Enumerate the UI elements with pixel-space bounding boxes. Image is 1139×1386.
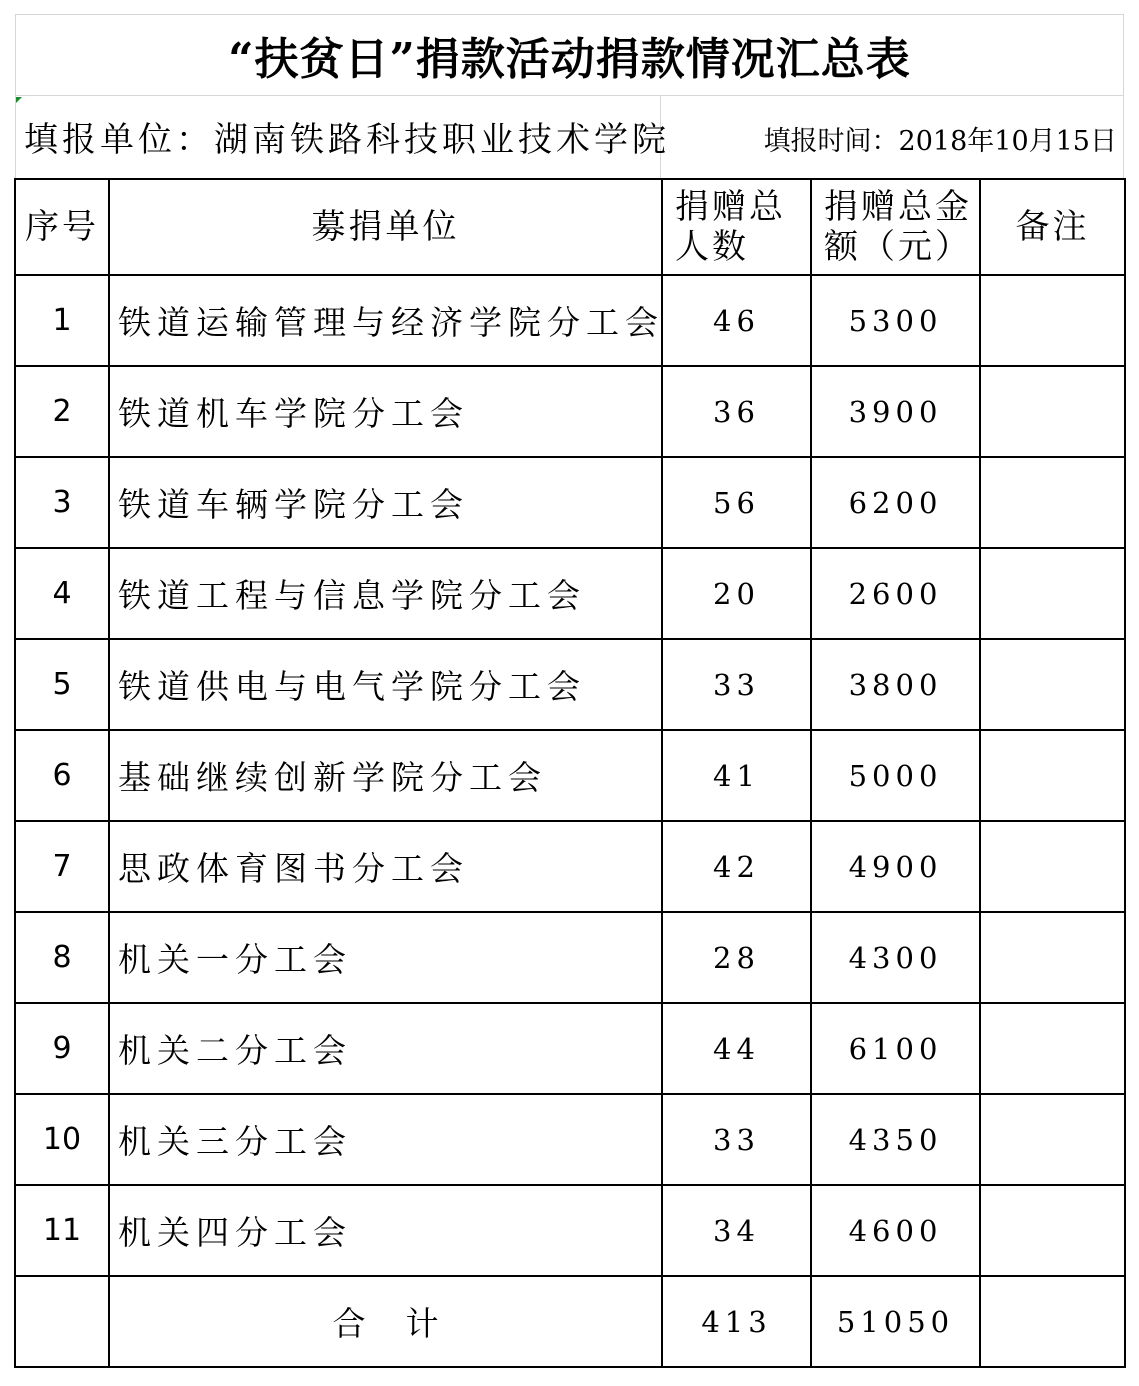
page-title: “扶贫日”捐款活动捐款情况汇总表 <box>228 34 911 85</box>
reporting-unit[interactable]: 填报单位：湖南铁路科技职业技术学院 <box>24 120 670 160</box>
reporting-time[interactable]: 填报时间：2018年10月15日 <box>763 126 1117 157</box>
row-unit[interactable]: 机关四分工会 <box>109 1185 662 1276</box>
total-people[interactable]: 413 <box>662 1276 811 1367</box>
cell-comment-marker <box>16 97 22 103</box>
table-row <box>15 366 1125 457</box>
row-people[interactable]: 20 <box>662 548 811 639</box>
row-note[interactable] <box>980 639 1125 730</box>
row-index[interactable]: 3 <box>15 457 109 548</box>
total-amount[interactable]: 51050 <box>811 1276 980 1367</box>
row-people[interactable]: 41 <box>662 730 811 821</box>
row-amount[interactable]: 5000 <box>811 730 980 821</box>
row-people[interactable]: 34 <box>662 1185 811 1276</box>
donation-summary-table <box>14 178 1126 1368</box>
row-note[interactable] <box>980 1003 1125 1094</box>
row-amount[interactable]: 3900 <box>811 366 980 457</box>
row-people[interactable]: 33 <box>662 639 811 730</box>
row-unit[interactable]: 铁道工程与信息学院分工会 <box>109 548 662 639</box>
row-amount[interactable]: 4350 <box>811 1094 980 1185</box>
row-amount[interactable]: 3800 <box>811 639 980 730</box>
row-unit[interactable]: 铁道机车学院分工会 <box>109 366 662 457</box>
row-index[interactable]: 4 <box>15 548 109 639</box>
row-index[interactable]: 8 <box>15 912 109 1003</box>
row-people[interactable]: 36 <box>662 366 811 457</box>
row-note[interactable] <box>980 821 1125 912</box>
row-people[interactable]: 44 <box>662 1003 811 1094</box>
table-row <box>15 457 1125 548</box>
row-index[interactable]: 9 <box>15 1003 109 1094</box>
row-index[interactable]: 2 <box>15 366 109 457</box>
row-index[interactable]: 7 <box>15 821 109 912</box>
row-index[interactable]: 6 <box>15 730 109 821</box>
total-label[interactable]: 合计 <box>109 1276 662 1367</box>
table-row <box>15 275 1125 366</box>
total-note-cell[interactable] <box>980 1276 1125 1367</box>
table-row <box>15 548 1125 639</box>
row-unit[interactable]: 基础继续创新学院分工会 <box>109 730 662 821</box>
row-index[interactable]: 10 <box>15 1094 109 1185</box>
row-amount[interactable]: 2600 <box>811 548 980 639</box>
table-row <box>15 821 1125 912</box>
header-index[interactable]: 序号 <box>15 179 109 275</box>
row-unit[interactable]: 机关二分工会 <box>109 1003 662 1094</box>
table-row <box>15 1185 1125 1276</box>
header-unit[interactable]: 募捐单位 <box>109 179 662 275</box>
row-note[interactable] <box>980 457 1125 548</box>
header-amount[interactable]: 捐赠总金额（元） <box>811 179 980 275</box>
row-note[interactable] <box>980 548 1125 639</box>
row-amount[interactable]: 4300 <box>811 912 980 1003</box>
row-note[interactable] <box>980 275 1125 366</box>
table-row <box>15 730 1125 821</box>
row-unit[interactable]: 机关三分工会 <box>109 1094 662 1185</box>
row-note[interactable] <box>980 366 1125 457</box>
row-amount[interactable]: 4900 <box>811 821 980 912</box>
row-unit[interactable]: 铁道运输管理与经济学院分工会 <box>109 275 662 366</box>
total-row <box>15 1276 1125 1367</box>
table-row <box>15 1094 1125 1185</box>
row-note[interactable] <box>980 912 1125 1003</box>
table-row <box>15 639 1125 730</box>
row-index[interactable]: 5 <box>15 639 109 730</box>
row-people[interactable]: 42 <box>662 821 811 912</box>
row-amount[interactable]: 6100 <box>811 1003 980 1094</box>
row-unit[interactable]: 铁道车辆学院分工会 <box>109 457 662 548</box>
row-index[interactable]: 11 <box>15 1185 109 1276</box>
row-unit[interactable]: 铁道供电与电气学院分工会 <box>109 639 662 730</box>
row-people[interactable]: 56 <box>662 457 811 548</box>
table-row <box>15 912 1125 1003</box>
row-unit[interactable]: 思政体育图书分工会 <box>109 821 662 912</box>
row-people[interactable]: 46 <box>662 275 811 366</box>
header-people[interactable]: 捐赠总人数 <box>662 179 811 275</box>
row-note[interactable] <box>980 1185 1125 1276</box>
row-amount[interactable]: 5300 <box>811 275 980 366</box>
row-note[interactable] <box>980 730 1125 821</box>
row-amount[interactable]: 4600 <box>811 1185 980 1276</box>
table-row <box>15 1003 1125 1094</box>
row-amount[interactable]: 6200 <box>811 457 980 548</box>
row-people[interactable]: 28 <box>662 912 811 1003</box>
row-people[interactable]: 33 <box>662 1094 811 1185</box>
header-row <box>15 179 1125 275</box>
title-cell[interactable] <box>15 14 1124 96</box>
row-unit[interactable]: 机关一分工会 <box>109 912 662 1003</box>
header-note[interactable]: 备注 <box>980 179 1125 275</box>
total-index-cell[interactable] <box>15 1276 109 1367</box>
row-index[interactable]: 1 <box>15 275 109 366</box>
row-note[interactable] <box>980 1094 1125 1185</box>
